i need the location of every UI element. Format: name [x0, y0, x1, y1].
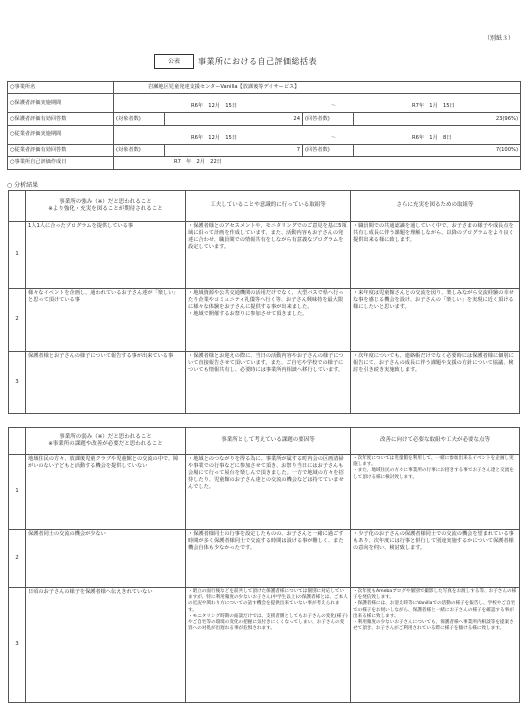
table-cell: ・地域資源や公共交通機関の活用だけでなく、大型バスで県へ行ったり企業やコミュニティ礼儀等へ行く等、お子さん興味持を最大限に様々な体験をお子さんに提供する事が出来ました。 ・地域で開催するお祭りに参加させて頂きました。: [186, 289, 351, 352]
period-end: R6年 1月 8日: [412, 134, 452, 141]
period-cell: [114, 125, 521, 144]
period-separator: ～: [331, 103, 337, 110]
table-cell: ・地域とのつながりを得る為に、事業所が属する町内会の区画清掃や事業での行事などに参加させて頂き、お祭り当日にはお子さんも会場にて行って屋台を楽しんで頂きました。一方で地域の方々を招待したり、児童館のお子さん達との交流の機会などは持てていませんでした。: [186, 455, 351, 530]
response-count: 7(100%): [354, 144, 521, 156]
period-start: R6年 12月 15日: [191, 134, 238, 141]
created-date: R7 年 2月 22日: [114, 157, 521, 169]
public-label: 公表: [154, 54, 194, 69]
table-row: [9, 352, 520, 414]
column-header: 改善に向けて必要な取組や工夫が必要な点等: [351, 428, 520, 455]
table-cell: ・昭立の面行後などを前共して頂けた保護者様については個別に対応していますが、特に利用頻度の少ないお子さん(中学生以上)の保護者様とは、ご本人の近況や関わり方についての話す機会を提供出来ていない事が考えられます。 ・モニタリング時期の面談だけでは、支援者側としてもお子さんの変化(様子)やご自宅等の環境の変化の把握に気付きにくくなってしまい、お子さんの変容への対処が出遅れる事が危惧されます。: [186, 588, 351, 703]
num-header: [9, 428, 26, 455]
column-header: 事業所として考えている課題の要因等: [186, 428, 351, 455]
period-end: R7年 1月 15日: [412, 103, 455, 110]
info-key: ○従業者評価有効回答数: [8, 144, 114, 156]
info-key: ○事業所自己評価作成日: [8, 157, 114, 169]
info-row: [8, 157, 521, 169]
info-row: [8, 94, 521, 113]
target-label: (対象者数): [114, 144, 165, 156]
table-cell: 1人1人に合ったプログラムを提供している事: [26, 222, 186, 289]
response-count: 23(96%): [354, 113, 521, 125]
table-header-row: [9, 428, 520, 455]
row-number: 2: [9, 289, 26, 352]
table-cell: 保護者様とお子さんの様子について報告する事が出来ている事: [26, 352, 186, 414]
target-label: (対象者数): [114, 113, 165, 125]
table-cell: ・次年度についても、連絡帳だけでなく必要時には保護者様に個別に報告にて、お子さんの成長に伴う課題や支援の方針について協議、検討を引き続き実施致します。: [351, 352, 520, 414]
table-cell: ・次年度については児童館を利用して、一緒に参加出来るイベントを企画し実施します。 ・また、地域住民の方々に事業所の行事にお招きする事でお子さん達と交流をして頂ける様に検討致します。: [351, 455, 520, 530]
response-label: (回答者数): [303, 113, 354, 125]
table-cell: 保護者同士の交流の機会が少ない: [26, 530, 186, 588]
row-number: 3: [9, 352, 26, 414]
row-number: 2: [9, 530, 26, 588]
row-number: 1: [9, 455, 26, 530]
response-label: (回答者数): [303, 144, 354, 156]
table-cell: ・保護者様同士の行事を設定したものの、お子さんと一緒に過ごす時間が多く保護者様同士で交流する時間は設ける事が難しく、また機会自体も少なかったです。: [186, 530, 351, 588]
title-block: [154, 54, 386, 69]
table-cell: ・職員間での共通認識を通していく中で、お子さまの様子や成長点を共有し成長に伴う課題を理解しながら、以降のプログラムをより良く提供出来る様に致します。: [351, 222, 520, 289]
weaknesses-table: [8, 427, 520, 703]
table-cell: ・少子化のお子さんの保護者様同士での交流の機会を望まれている事もあり、次年度には行事と併行して別途実施するかについて保護者様の意向を伺い、検討致します。: [351, 530, 520, 588]
period-separator: ～: [331, 134, 337, 141]
page-title: 事業所における自己評価総括表: [198, 57, 317, 66]
row-number: 1: [9, 222, 26, 289]
info-key: ○事業所名: [8, 82, 114, 94]
facility-info-table: [7, 81, 521, 170]
info-row: [8, 82, 521, 94]
annex-label: （別紙３）: [483, 35, 514, 42]
column-header: 事業所の強み（※）だと思われること ※より強化・充実を図ることが期待されること: [26, 191, 186, 222]
row-number: 3: [9, 588, 26, 703]
info-key: ○保護者評価有効回答数: [8, 113, 114, 125]
column-header: 工夫していることや意識的に行っている取組等: [186, 191, 351, 222]
section-label: ○ 分析結果: [7, 182, 39, 189]
table-cell: ・次年度もAmebaブログや個別で撮影した写真をお渡しする等、お子さんの様子を発信致します。 ・保護者様には、お迎え時等にVanillaでの活動の様子を報告し、学校やご自宅での様子をお伺いしながら、保護者様と一緒にお子さんの様子を確認する事が出来る様に致します。 ・利用頻度の少ないお子さんについても、保護者様へ事業所内相談等を提案させて頂き、お子さんがご利用されている際に様子を傾ける様に致します。: [351, 588, 520, 703]
strengths-table: [8, 190, 520, 414]
facility-name: 岩瀬地区児童発達支援センターVanilla【放課後等デイサービス】: [114, 82, 521, 94]
info-row: [8, 113, 521, 125]
info-row: [8, 144, 521, 156]
table-cell: ・保護者様とのアセスメントや、モニタリングでのご意見を基に5領域に沿って計画を作成しています。また、活動内容もお子さんの発達に合わせ、職員間での情報共有をしながら有意義なプログラムを設定しています。: [186, 222, 351, 289]
table-cell: 日頃のお子さんの様子を保護者様へ伝えきれていない: [26, 588, 186, 703]
info-key: ○保護者評価実施期間: [8, 94, 114, 113]
target-count: 7: [165, 144, 303, 156]
column-header: さらに充実を図るための取組等: [351, 191, 520, 222]
target-count: 24: [165, 113, 303, 125]
column-header: 事業所の弱み（※）だと思われること ※事業所の課題や改善が必要だと思われること: [26, 428, 186, 455]
info-row: [8, 125, 521, 144]
table-cell: ・来年度は児童館さんとの交流を図り、楽しみながら交流経験の幸せな事を感じる機会を設け、お子さんの「楽しい」を実現に近く頂ける様にしたいと思います。: [351, 289, 520, 352]
table-cell: ・保護者様とお迎えの際に、当日の活動内容やお子さんの様子について直接報告させて頂いています。また、ご自宅や学校での様子についても情報共有し、必要時には事業所内相談へ移行しています。: [186, 352, 351, 414]
period-cell: [114, 94, 521, 113]
info-key: ○従業者評価実施期間: [8, 125, 114, 144]
period-start: R6年 12月 15日: [191, 103, 238, 110]
table-header-row: [9, 191, 520, 222]
table-cell: 地域住民の方々、放課後児童クラブや児童館との交流の中で、障がいのない子どもと活動する機会を提供していない: [26, 455, 186, 530]
table-row: [9, 289, 520, 352]
table-cell: 様々なイベントを企画し、通われているお子さん達が「楽しい」と思って頂けている事: [26, 289, 186, 352]
table-row: [9, 530, 520, 588]
table-row: [9, 455, 520, 530]
table-row: [9, 588, 520, 703]
table-row: [9, 222, 520, 289]
num-header: [9, 191, 26, 222]
